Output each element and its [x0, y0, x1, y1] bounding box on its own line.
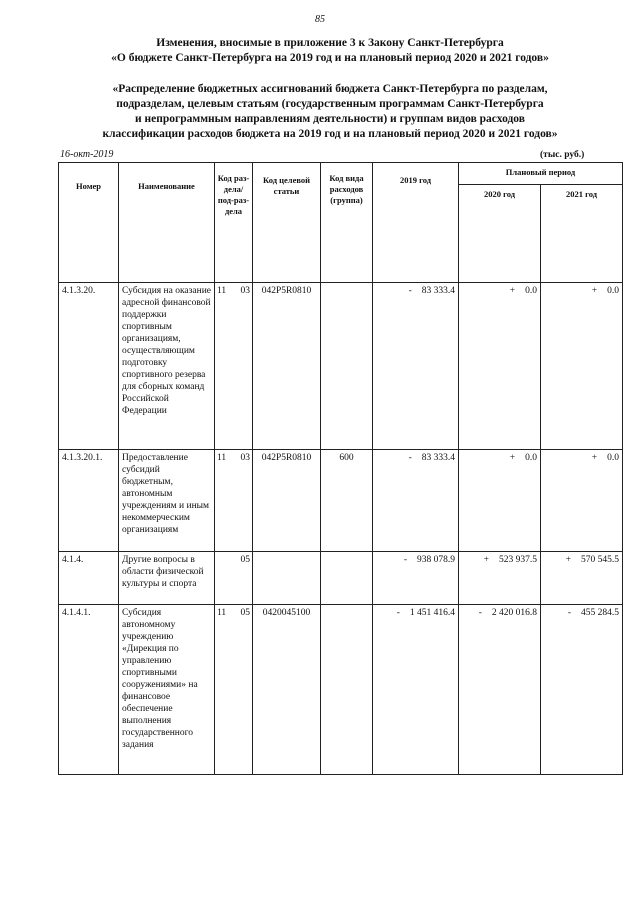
document-title: [60, 36, 600, 66]
subsection-code: 03: [240, 453, 250, 463]
page-number: 85: [315, 14, 325, 25]
row-section-code: [215, 283, 253, 450]
value-sign: -: [396, 608, 400, 618]
table-row: [59, 605, 623, 775]
row-kind-code: [321, 283, 373, 450]
row-value-2019: [373, 283, 459, 450]
row-value-2021: [541, 450, 623, 552]
row-target-code: 042P5R0810: [253, 450, 321, 552]
value-sign: +: [509, 453, 516, 463]
document-subtitle: [50, 82, 610, 142]
subtitle-line-3: и непрограммным направлениям деятельности) и группам видов расходов: [135, 113, 525, 125]
row-value-2020: [459, 283, 541, 450]
row-target-code: 042P5R0810: [253, 283, 321, 450]
row-value-2020: [459, 605, 541, 775]
row-kind-code: [321, 605, 373, 775]
subsection-code: 05: [240, 555, 250, 565]
value-sign: +: [565, 555, 571, 565]
section-code: 11: [217, 286, 227, 296]
row-number: 4.1.3.20.: [59, 283, 119, 450]
title-line-1: Изменения, вносимые в приложение 3 к Закону Санкт-Петербурга: [156, 37, 504, 49]
header-section: Код раз-дела/ под-раз-дела: [215, 163, 253, 283]
section-code: 11: [217, 453, 227, 463]
value-amount: 83 333.4: [421, 286, 455, 296]
value-sign: +: [591, 453, 598, 463]
row-kind-code: [321, 552, 373, 605]
row-target-code: 0420045100: [253, 605, 321, 775]
value-amount: 2 420 016.8: [491, 608, 537, 618]
table-row: [59, 450, 623, 552]
value-sign: -: [478, 608, 482, 618]
value-amount: 0.0: [525, 453, 537, 463]
row-value-2019: [373, 450, 459, 552]
row-value-2019: [373, 552, 459, 605]
value-sign: +: [483, 555, 489, 565]
value-amount: 523 937.5: [499, 555, 537, 565]
value-amount: 0.0: [607, 453, 619, 463]
value-amount: 455 284.5: [581, 608, 619, 618]
header-planned-period: Плановый период: [459, 163, 623, 185]
subtitle-line-1: «Распределение бюджетных ассигнований бюджета Санкт-Петербурга по разделам,: [112, 83, 548, 95]
subtitle-line-2: подразделам, целевым статьям (государственным программам Санкт-Петербурга: [116, 98, 544, 110]
row-kind-code: 600: [321, 450, 373, 552]
row-value-2021: [541, 552, 623, 605]
units-label: (тыс. руб.): [540, 150, 585, 160]
row-value-2020: [459, 552, 541, 605]
row-name: Субсидия на оказание адресной финансовой поддержки спортивным организациям, осуществляющим подготовку спортивного резерва для сборных команд Российской Федерации: [119, 283, 215, 450]
header-2020: 2020 год: [459, 185, 541, 283]
header-number: Номер: [59, 163, 119, 283]
row-value-2021: [541, 605, 623, 775]
subtitle-line-4: классификации расходов бюджета на 2019 год и на плановый период 2020 и 2021 годов»: [102, 128, 558, 140]
row-value-2019: [373, 605, 459, 775]
header-2021: 2021 год: [541, 185, 623, 283]
value-sign: +: [509, 286, 516, 296]
subsection-code: 03: [240, 286, 250, 296]
value-amount: 570 545.5: [581, 555, 619, 565]
header-2019: 2019 год: [373, 163, 459, 283]
row-section-code: [215, 552, 253, 605]
row-value-2020: [459, 450, 541, 552]
row-name: Предоставление субсидий бюджетным, автономным учреждениям и иным некоммерческим организациям: [119, 450, 215, 552]
section-code: 11: [217, 608, 227, 618]
value-sign: -: [403, 555, 407, 565]
table-row: [59, 552, 623, 605]
document-date: 16-окт-2019: [60, 149, 114, 160]
value-sign: -: [408, 453, 412, 463]
budget-table: [58, 162, 623, 775]
value-sign: -: [567, 608, 571, 618]
header-name: Наименование: [119, 163, 215, 283]
row-section-code: [215, 450, 253, 552]
header-target: Код целевой статьи: [253, 163, 321, 283]
subsection-code: 05: [240, 608, 250, 618]
title-line-2: «О бюджете Санкт-Петербурга на 2019 год и на плановый период 2020 и 2021 годов»: [111, 52, 549, 64]
row-name: Другие вопросы в области физической культуры и спорта: [119, 552, 215, 605]
row-section-code: [215, 605, 253, 775]
header-kind: Код вида расходов (группа): [321, 163, 373, 283]
row-value-2021: [541, 283, 623, 450]
value-amount: 1 451 416.4: [409, 608, 455, 618]
row-name: Субсидия автономному учреждению «Дирекция по управлению спортивными сооружениями» на финансовое обеспечение выполнения государственного задания: [119, 605, 215, 775]
row-number: 4.1.3.20.1.: [59, 450, 119, 552]
value-sign: +: [591, 286, 598, 296]
row-target-code: [253, 552, 321, 605]
value-amount: 83 333.4: [421, 453, 455, 463]
value-sign: -: [408, 286, 412, 296]
row-number: 4.1.4.1.: [59, 605, 119, 775]
value-amount: 0.0: [525, 286, 537, 296]
row-number: 4.1.4.: [59, 552, 119, 605]
value-amount: 938 078.9: [417, 555, 455, 565]
value-amount: 0.0: [607, 286, 619, 296]
table-row: [59, 283, 623, 450]
